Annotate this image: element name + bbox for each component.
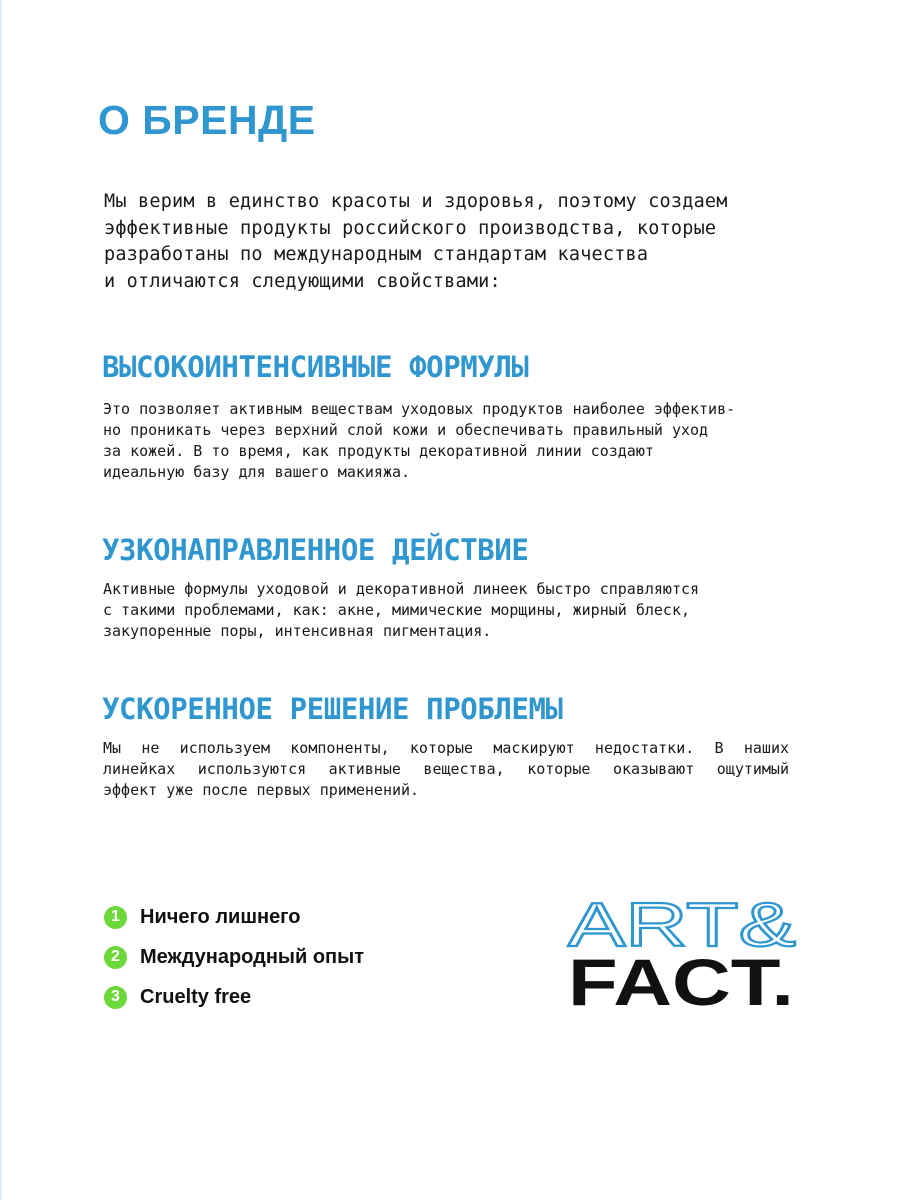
page-title: О БРЕНДЕ — [98, 97, 316, 143]
page-left-edge — [0, 0, 2, 1200]
intro-line: разработаны по международным стандартам качества — [104, 244, 649, 265]
logo-text-fact: FACT. — [568, 945, 794, 1012]
feature-label: Международный опыт — [140, 945, 365, 968]
section-line: эффект уже после первых применений. — [103, 781, 420, 799]
section-line: но проникать через верхний слой кожи и обеспечивать правильный уход — [103, 421, 709, 439]
section-line: за кожей. В то время, как продукты декоративной линии создают — [103, 442, 654, 460]
section-heading-solution: УСКОРЕННОЕ РЕШЕНИЕ ПРОБЛЕМЫ — [102, 692, 563, 726]
section-line: закупоренные поры, интенсивная пигментация. — [103, 622, 492, 640]
logo-text-art: ART& — [568, 894, 796, 960]
intro-line: эффективные продукты российского производства, которые — [104, 217, 717, 239]
section-text-action — [103, 579, 803, 642]
section-line: линейках используются активные вещества, которые оказывают ощутимый — [103, 760, 789, 778]
section-heading-action: УЗКОНАПРАВЛЕННОЕ ДЕЙСТВИЕ — [102, 533, 529, 567]
section-line: с такими проблемами, как: акне, мимические морщины, жирный блеск, — [103, 601, 690, 619]
feature-list — [104, 897, 364, 1017]
feature-item — [104, 937, 364, 977]
section-line: Это позволяет активным веществам уходовых продуктов наиболее эффектив- — [103, 400, 736, 418]
intro-paragraph — [104, 189, 804, 295]
section-line: Мы не используем компоненты, которые маскируют недостатки. В наших — [103, 739, 789, 757]
number-badge: 1 — [104, 906, 127, 929]
number-badge: 2 — [104, 946, 127, 969]
number-badge: 3 — [104, 986, 127, 1009]
intro-line: Мы верим в единство красоты и здоровья, поэтому создаем — [104, 191, 728, 212]
section-heading-formulas: ВЫСОКОИНТЕНСИВНЫЕ ФОРМУЛЫ — [102, 350, 529, 384]
section-text-formulas — [103, 399, 803, 483]
feature-item — [104, 977, 364, 1017]
section-line: идеальную базу для вашего макияжа. — [103, 463, 411, 481]
section-text-solution — [103, 738, 803, 801]
brand-logo — [566, 894, 802, 1012]
feature-item — [104, 897, 364, 937]
feature-label: Cruelty free — [140, 985, 252, 1008]
intro-line: и отличаются следующими свойствами: — [104, 270, 501, 292]
feature-label: Ничего лишнего — [140, 905, 301, 928]
section-line: Активные формулы уходовой и декоративной линеек быстро справляются — [103, 580, 700, 598]
